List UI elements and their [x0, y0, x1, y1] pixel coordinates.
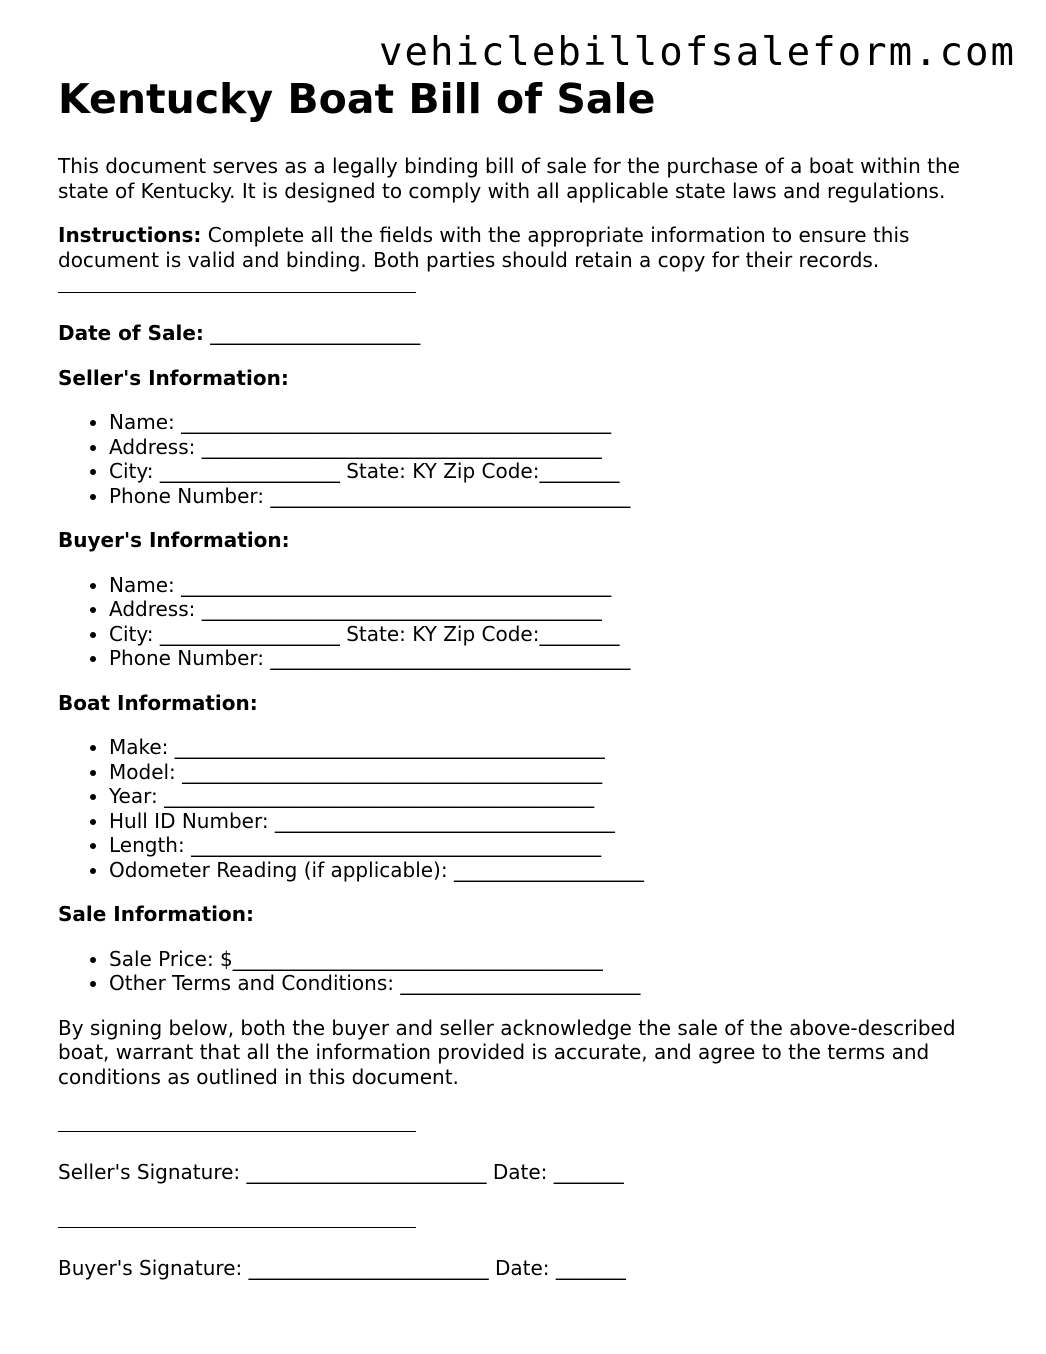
boat-model-field[interactable]: • Model: __________________________________________: [109, 760, 998, 785]
sale-heading: Sale Information:: [58, 902, 254, 926]
sale-fields: [58, 947, 998, 996]
seller-address-field[interactable]: • Address: ________________________________________: [109, 435, 998, 460]
buyer-city-state-zip-field[interactable]: • City: __________________ State: KY Zip Code:________: [109, 622, 998, 647]
document-title: Kentucky Boat Bill of Sale: [58, 75, 656, 123]
buyer-fields: [58, 573, 998, 671]
acknowledgement-paragraph: By signing below, both the buyer and seller acknowledge the sale of the above-described boat, warrant that all the information provided is accurate, and agree to the terms and conditions as outlined in this document.: [58, 1015, 956, 1089]
boat-length-field[interactable]: • Length: _________________________________________: [109, 833, 998, 858]
boat-odometer-field[interactable]: • Odometer Reading (if applicable): ___________________: [109, 858, 998, 883]
boat-year-field[interactable]: • Year: ___________________________________________: [109, 784, 998, 809]
boat-heading: Boat Information:: [58, 690, 258, 715]
document-body: [58, 76, 998, 1280]
seller-phone-field[interactable]: • Phone Number: ____________________________________: [109, 484, 998, 509]
sale-price-field[interactable]: • Sale Price: $_____________________________________: [109, 947, 998, 972]
separator-line: [58, 292, 416, 293]
date-of-sale-row: [58, 321, 998, 346]
seller-heading: Seller's Information:: [58, 365, 289, 390]
buyer-address-field[interactable]: • Address: ________________________________________: [109, 597, 998, 622]
watermark-site: vehiclebillofsaleform.com: [379, 30, 1016, 75]
date-of-sale-field[interactable]: _____________________: [203, 321, 421, 345]
buyer-heading: Buyer's Information:: [58, 528, 290, 552]
instructions-text: Complete all the fields with the appropriate information to ensure this document is valid and binding. Both parties should retain a copy for their records.: [58, 223, 910, 272]
seller-signature-row[interactable]: Seller's Signature: ________________________ Date: _______: [58, 1160, 624, 1184]
boat-fields: [58, 735, 998, 882]
buyer-name-field[interactable]: • Name: ___________________________________________: [109, 573, 998, 598]
instructions-label: Instructions:: [58, 223, 202, 247]
instructions-paragraph: [58, 223, 998, 272]
intro-paragraph: This document serves as a legally binding bill of sale for the purchase of a boat within the state of Kentucky. It is designed to comply with all applicable state laws and regulations.: [58, 154, 960, 203]
buyer-signature-line[interactable]: [58, 1227, 416, 1228]
seller-signature-line[interactable]: [58, 1131, 416, 1132]
seller-city-state-zip-field[interactable]: • City: __________________ State: KY Zip Code:________: [109, 459, 998, 484]
sale-terms-field[interactable]: • Other Terms and Conditions: ________________________: [109, 971, 998, 996]
buyer-signature-row[interactable]: Buyer's Signature: ________________________ Date: _______: [58, 1255, 626, 1280]
date-of-sale-label: Date of Sale:: [58, 321, 204, 345]
seller-name-field[interactable]: • Name: ___________________________________________: [109, 410, 998, 435]
boat-hull-id-field[interactable]: • Hull ID Number: __________________________________: [109, 809, 998, 834]
seller-fields: [58, 410, 998, 508]
boat-make-field[interactable]: • Make: ___________________________________________: [109, 735, 998, 760]
buyer-phone-field[interactable]: • Phone Number: ____________________________________: [109, 646, 998, 671]
